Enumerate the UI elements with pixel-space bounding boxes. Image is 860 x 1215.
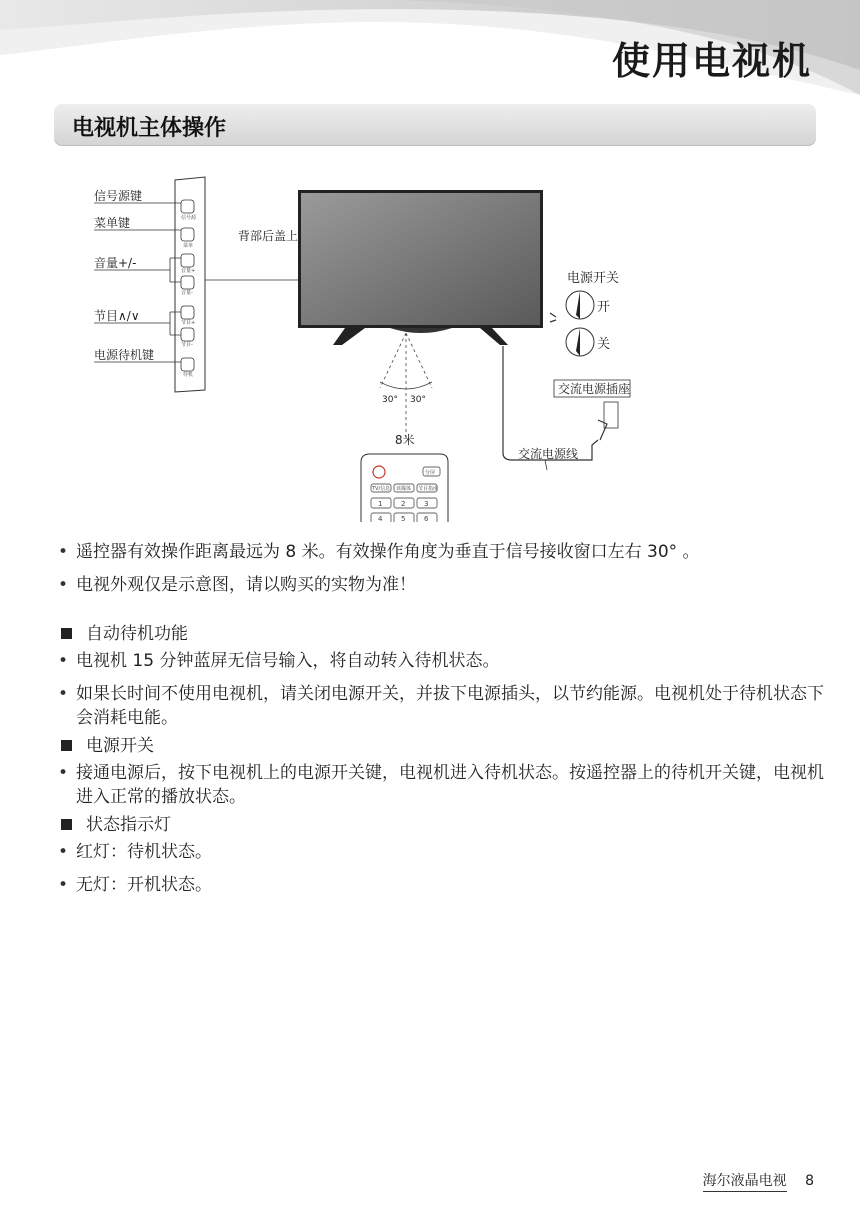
chapter-title: 使用电视机 (611, 39, 812, 83)
remote-btn-guide: 节目指南 (418, 486, 439, 492)
tv-operation-diagram (80, 170, 660, 522)
remote-btn-6: 6 (424, 515, 429, 522)
label-menu-key: 菜单键 (94, 216, 131, 230)
remote-btn-2: 2 (401, 500, 406, 508)
remote-control (361, 454, 448, 522)
panel-btn-text-5: 节目+ (181, 320, 196, 326)
square-bullet-icon (61, 819, 72, 830)
distance-label: 8米 (395, 433, 415, 447)
switch-off-label: 关 (597, 337, 611, 352)
panel-btn-text-6: 节目- (181, 342, 193, 348)
remote-btn-5: 5 (401, 515, 406, 522)
remote-btn-media: 该媒体 (396, 486, 412, 492)
ac-socket-label: 交流电源插座 (558, 382, 631, 396)
plug-icon (598, 402, 618, 440)
remote-btn-1: 1 (378, 500, 383, 508)
square-bullet-icon (61, 628, 72, 639)
section-heading-status-light: 状态指示灯 (56, 813, 826, 837)
remote-btn-tv: TV/信息 (372, 486, 391, 492)
section-heading-power-switch: 电源开关 (56, 734, 826, 758)
page-footer (703, 1170, 814, 1190)
page-number: 8 (805, 1173, 814, 1189)
angle-right-label: 30° (410, 395, 426, 405)
switch-off-icon (566, 328, 594, 356)
label-standby-key: 电源待机键 (94, 348, 155, 362)
section-header-bar (54, 104, 816, 146)
remote-btn-split: 分屏 (425, 470, 436, 476)
label-source-key: 信号源键 (94, 189, 143, 203)
list-item: • 接通电源后，按下电视机上的电源开关键，电视机进入待机状态。按遥控器上的待机开关键，电视机进入正常的播放状态。 (56, 761, 826, 809)
list-item: • 如果长时间不使用电视机，请关闭电源开关，并拔下电源插头，以节约能源。电视机处于待机状态下会消耗电能。 (56, 682, 826, 730)
switch-on-icon (566, 291, 594, 319)
list-item: • 红灯：待机状态。 (56, 840, 826, 864)
panel-btn-text-4: 音量- (181, 290, 193, 296)
tv-illustration (298, 190, 543, 345)
label-channel-key: 节目∧/∨ (94, 309, 140, 323)
panel-btn-text-3: 音量+ (181, 268, 196, 274)
note-item: • 电视外观仅是示意图，请以购买的实物为准！ (56, 573, 826, 597)
list-item: • 电视机 15 分钟蓝屏无信号输入，将自动转入待机状态。 (56, 649, 826, 673)
remote-btn-3: 3 (424, 500, 429, 508)
panel-btn-text-2: 菜单 (183, 243, 194, 249)
section-title: 电视机主体操作 (72, 116, 227, 141)
side-control-panel (175, 177, 205, 392)
power-switch-label: 电源开关 (567, 271, 620, 286)
footer-brand: 海尔液晶电视 (703, 1173, 787, 1192)
square-bullet-icon (61, 740, 72, 751)
angle-left-label: 30° (382, 395, 398, 405)
label-back-cover: 背部后盖上 (238, 229, 299, 243)
note-item: • 遥控器有效操作距离最远为 8 米。有效操作角度为垂直于信号接收窗口左右 30° 。 (56, 540, 826, 564)
remote-btn-4: 4 (378, 515, 383, 522)
content-area (56, 540, 826, 897)
ac-cord-label: 交流电源线 (518, 447, 579, 461)
switch-on-label: 开 (597, 300, 611, 315)
panel-btn-text-1: 信号源 (181, 215, 197, 221)
list-item: • 无灯：开机状态。 (56, 873, 826, 897)
section-heading-auto-standby: 自动待机功能 (56, 622, 826, 646)
panel-btn-text-7: 待机 (183, 372, 194, 378)
label-volume-key: 音量+/- (94, 256, 137, 270)
